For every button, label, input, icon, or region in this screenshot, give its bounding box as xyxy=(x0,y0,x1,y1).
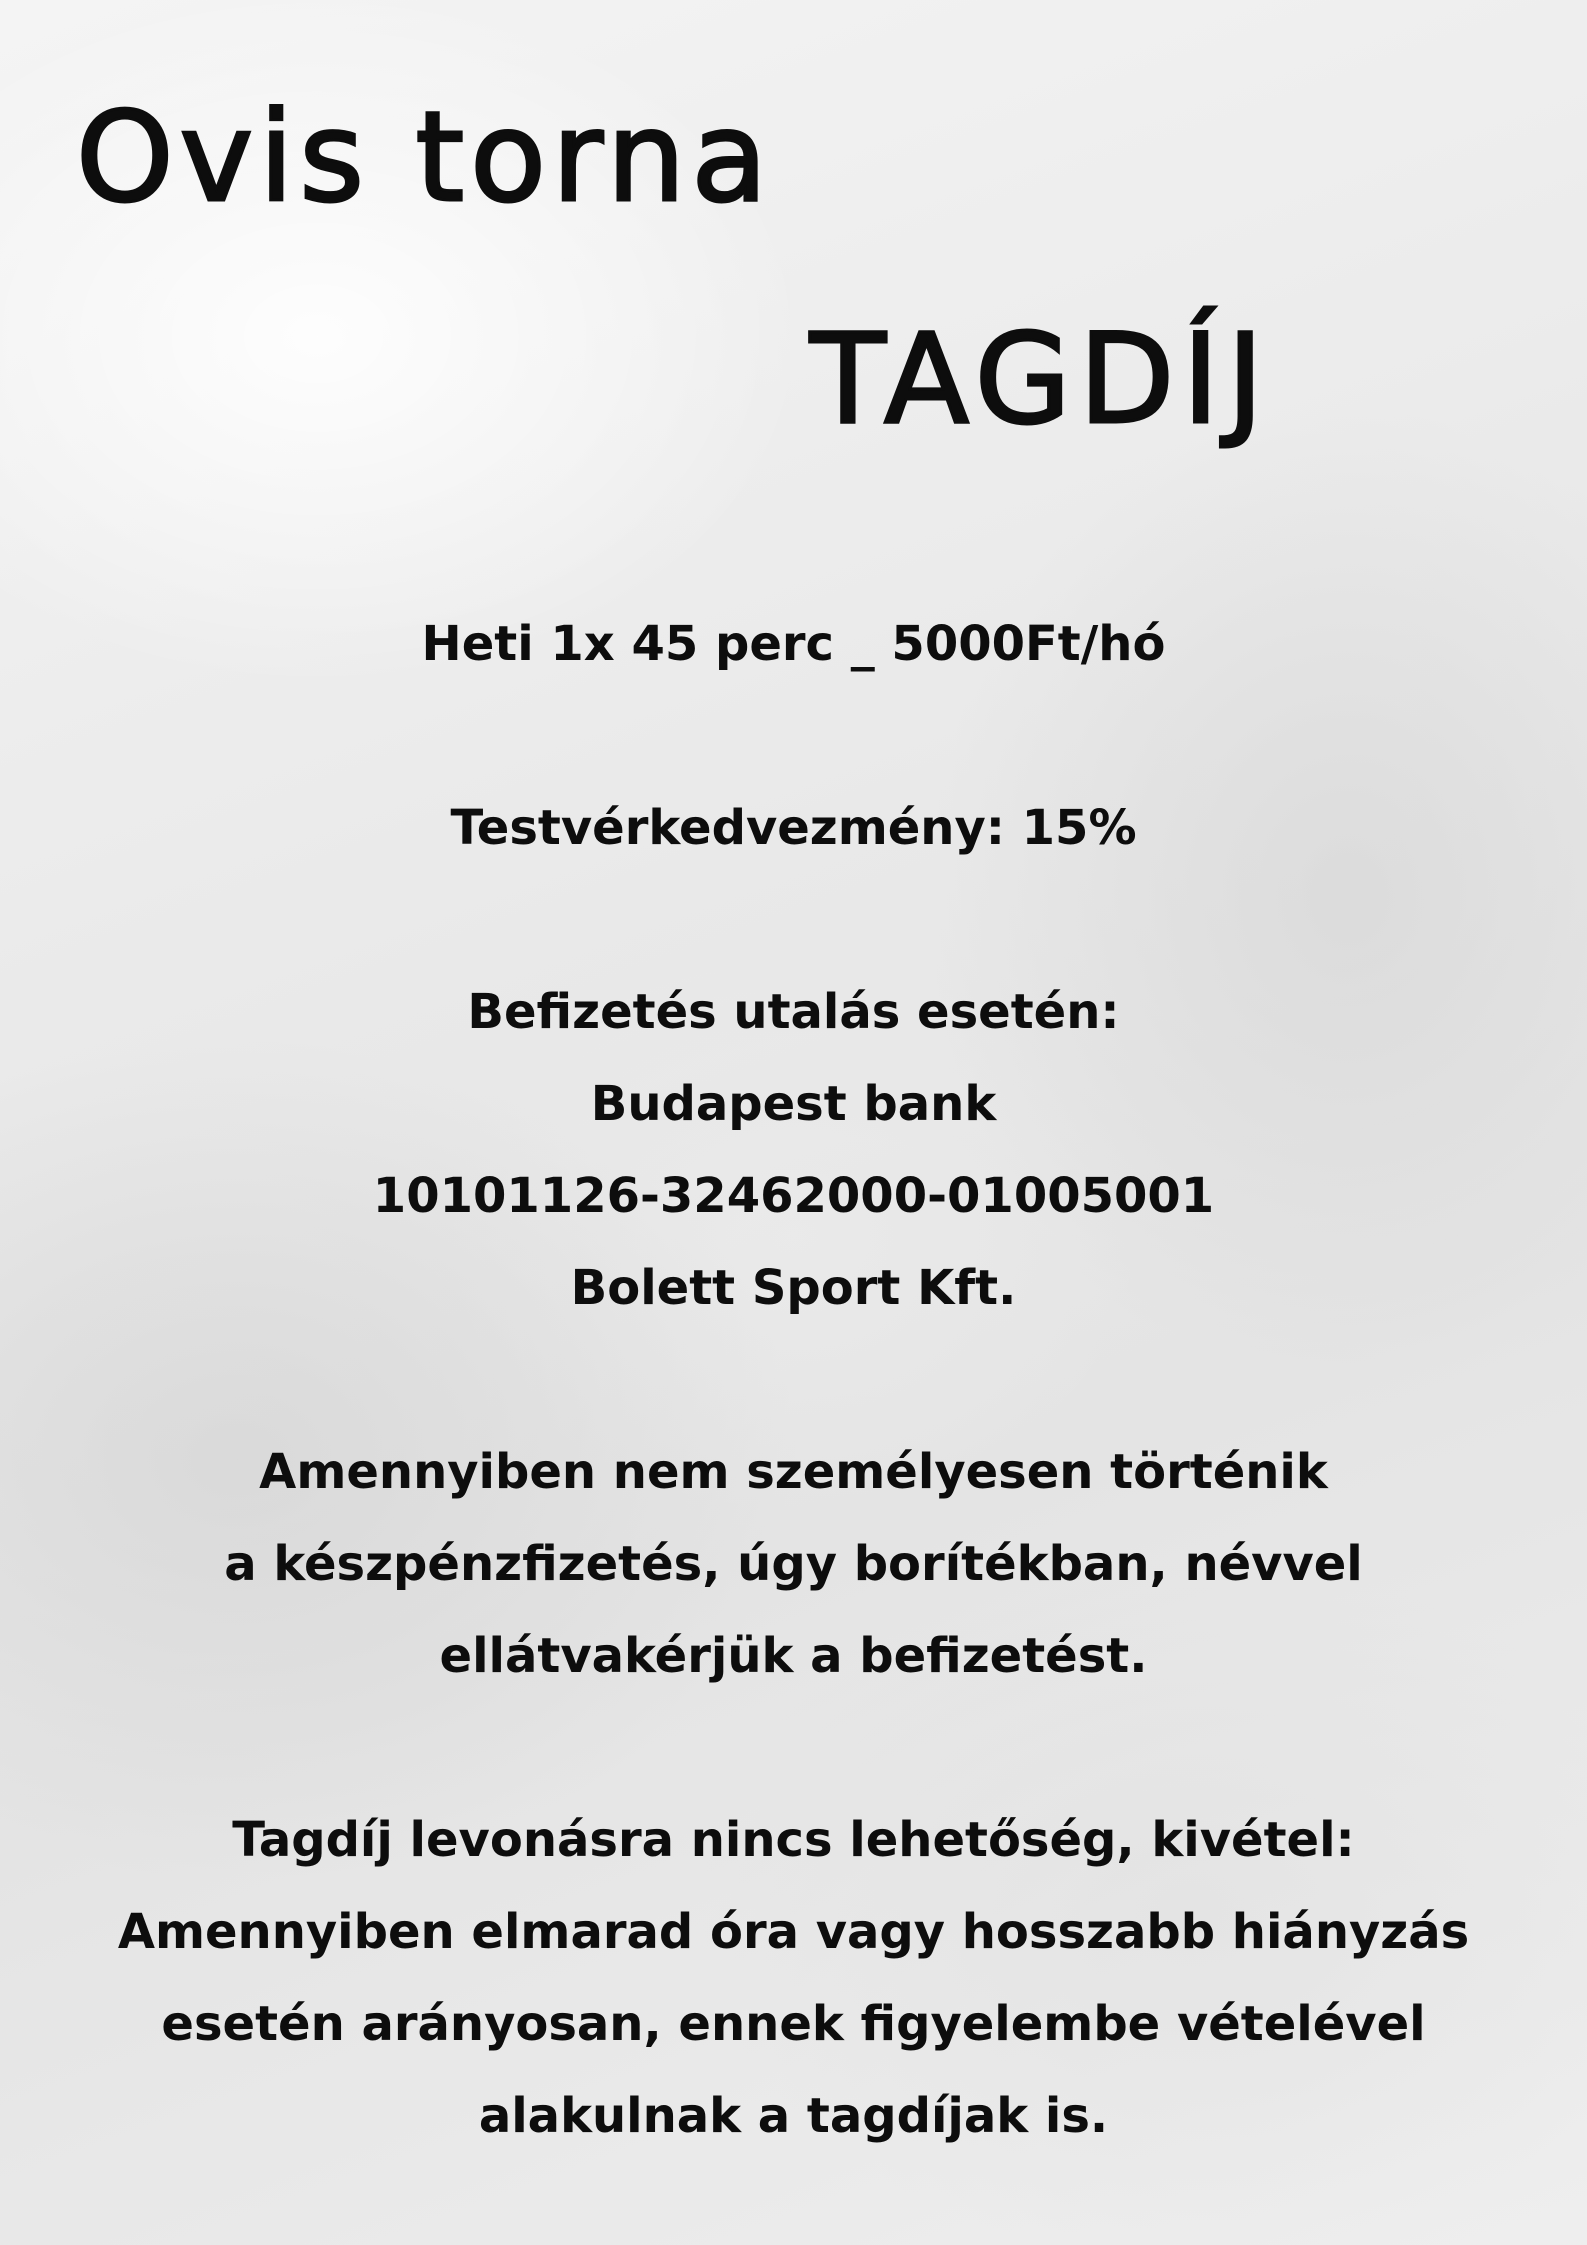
title-line-1: Ovis torna xyxy=(76,86,774,230)
fee-details xyxy=(0,598,1587,2162)
title-line-2: TAGDÍJ xyxy=(810,308,1272,452)
deduction-note-line: Tagdíj levonásra nincs lehetőség, kivétel: xyxy=(232,1812,1355,1868)
deduction-note-line: esetén arányosan, ennek figyelembe vételével xyxy=(161,1996,1426,2052)
deduction-note-line: Amennyiben elmarad óra vagy hosszabb hiányzás xyxy=(117,1904,1470,1960)
cash-note-line: ellátvakérjük a befizetést. xyxy=(439,1628,1148,1684)
bank-name: Budapest bank xyxy=(590,1076,997,1132)
cash-note-line: Amennyiben nem személyesen történik xyxy=(259,1444,1328,1500)
cash-note-line: a készpénzfizetés, úgy borítékban, névvel xyxy=(224,1536,1363,1592)
price-line: Heti 1x 45 perc _ 5000Ft/hó xyxy=(421,616,1166,672)
cash-payment-note xyxy=(0,1426,1587,1702)
sibling-discount: Testvérkedvezmény: 15% xyxy=(450,800,1137,856)
deduction-note-line: alakulnak a tagdíjak is. xyxy=(478,2088,1109,2144)
payment-block xyxy=(0,966,1587,1334)
deduction-note xyxy=(0,1794,1587,2162)
company-name: Bolett Sport Kft. xyxy=(570,1260,1017,1316)
bank-account-number: 10101126-32462000-01005001 xyxy=(372,1168,1215,1224)
payment-heading: Befizetés utalás esetén: xyxy=(467,984,1120,1040)
